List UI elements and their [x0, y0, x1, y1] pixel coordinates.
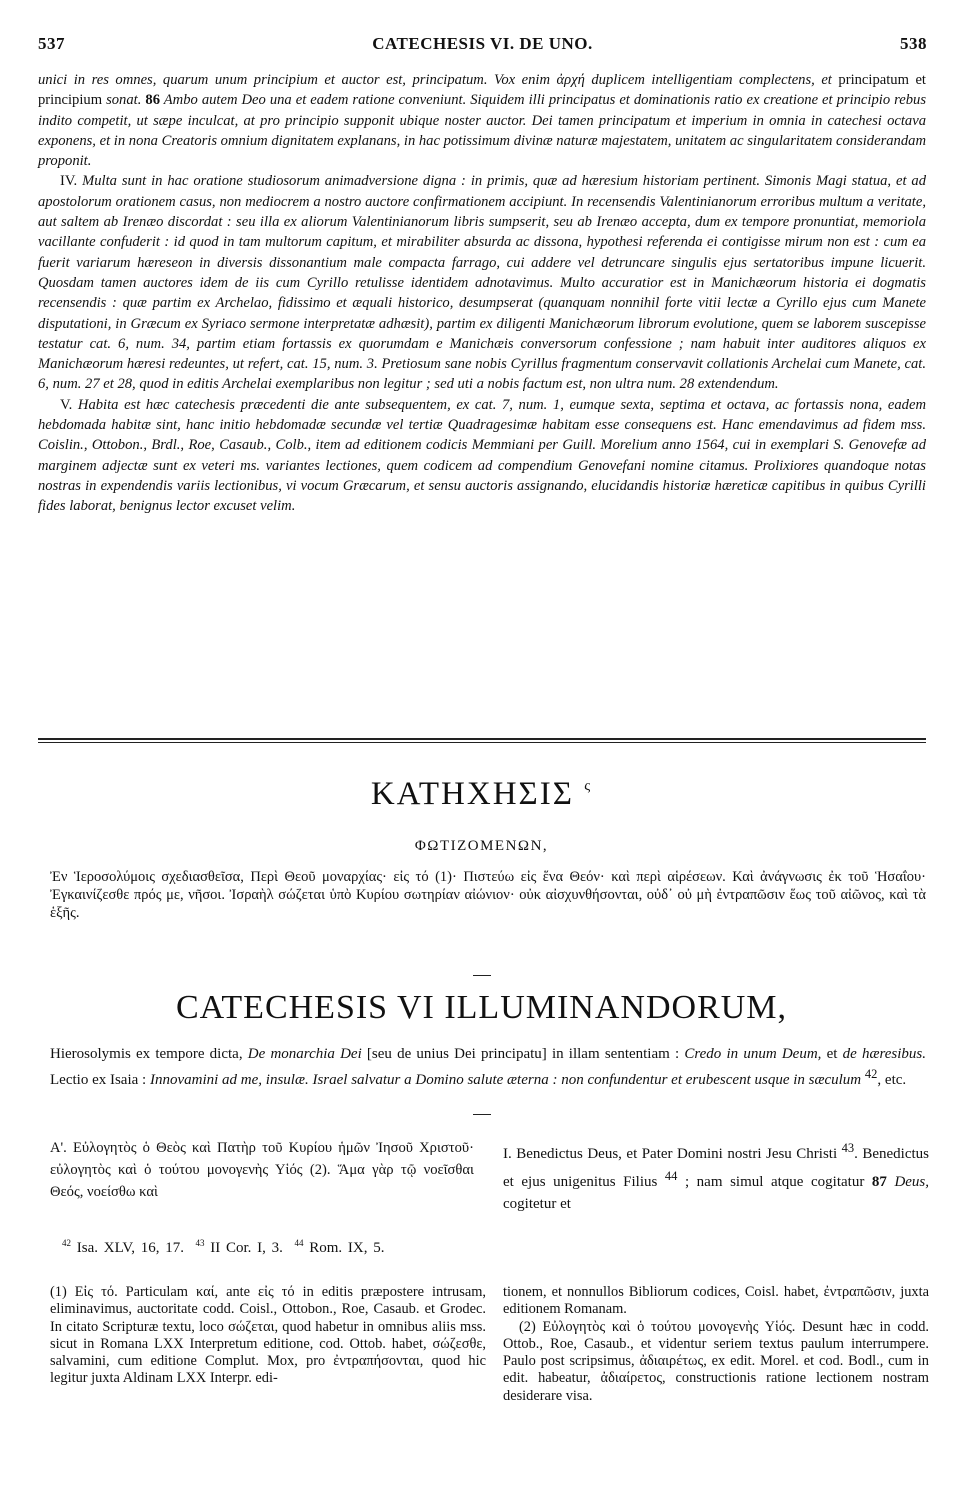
latin-summary: [50, 1044, 926, 1090]
latin-text: cogitetur et: [503, 1196, 571, 1212]
latin-text: I. Benedictus Deus, et Pater Domini nostri Jesu Christi: [503, 1146, 838, 1162]
latin-text: . Benedictus et ejus unigenitus Filius: [503, 1146, 930, 1190]
reference-marker: 44: [664, 1169, 678, 1183]
reference-marker: 43: [841, 1141, 855, 1155]
summary-text: , etc.: [877, 1072, 907, 1088]
page-number-right: 538: [900, 34, 927, 53]
latin-text-italic: Deus,: [894, 1174, 930, 1190]
short-divider: [473, 1114, 491, 1115]
greek-column-text: Α'. Εὐλογητὸς ὁ Θεὸς καὶ Πατὴρ τοῦ Κυρίου ἡμῶν Ἰησοῦ Χριστοῦ· εὐλογητὸς καὶ ὁ τούτου μονογενὴς Υἱός (2). Ἅμα γὰρ τῷ νοεῖσθαι Θεός, νοείσθω καὶ: [50, 1140, 474, 1200]
reference-text: Rom. IX, 5.: [309, 1240, 385, 1256]
running-title: CATECHESIS VI. DE UNO.: [372, 34, 593, 53]
section-divider: [38, 738, 926, 740]
introduction-text: [38, 70, 926, 517]
scripture-references: [62, 1238, 384, 1257]
paragraph-number: V.: [60, 396, 73, 413]
paragraph-number: IV.: [60, 173, 78, 190]
intro-text: sonat.: [106, 92, 142, 109]
intro-text: Ambo autem Deo una et eadem ratione conveniunt. Siquidem illi principatus et dominationis ratio ex creatione et principio rebus indito competit, ut sæpe inculcat, at pro principio supponit ubique noster auctor. Dei tamen principatum et imperium in omnia in catechesi octava exponens, et in nona Creatoris omnium dignitatem explanans, in hac potissimum divinæ naturæ majestatem, unitatem ac singularitatem considerandam proponit.: [38, 92, 927, 170]
intro-paragraph-2: [38, 171, 926, 394]
intro-paragraph-3: [38, 395, 926, 517]
latin-title: CATECHESIS VI ILLUMINANDORUM,: [175, 989, 788, 1026]
summary-text-italic: De monarchia Dei: [247, 1046, 362, 1062]
greek-subtitle: ΦΩΤΙΖΟΜΕΝΩΝ,: [414, 838, 549, 854]
footnote-1-continued: tionem, et nonnullos Bibliorum codices, Coisl. habet, ἐντραπῶσιν, juxta editionem Romanam.: [503, 1284, 929, 1318]
short-divider: [473, 975, 491, 976]
reference-text: II Cor. I, 3.: [210, 1240, 283, 1256]
summary-text: et: [826, 1046, 838, 1062]
column-number: 87: [871, 1174, 887, 1190]
summary-text-italic: Credo in unum Deum,: [684, 1046, 822, 1062]
column-number: 86: [145, 92, 160, 109]
summary-text: Lectio ex Isaia :: [50, 1072, 147, 1088]
reference-marker: 43: [195, 1238, 205, 1248]
reference-marker: 44: [294, 1238, 304, 1248]
greek-title-text: ΚΑΤΗΧΗΣΙΣ: [370, 776, 574, 812]
greek-summary: Ἐν Ἱεροσολύμοις σχεδιασθεῖσα, Περὶ Θεοῦ μοναρχίας· εἰς τό (1)· Πιστεύω εἰς ἕνα Θεόν· καὶ περὶ αἱρέσεων. Καὶ ἀνάγνωσις ἐκ τοῦ Ἡσαΐου· Ἐγκαινίζεσθε πρός με, νῆσοι. Ἰσραὴλ σώζεται ὑπὸ Κυρίου σωτηρίαν αἰώνιον· οὐκ αἰσχυνθήσονται, οὐδ᾽ οὐ μὴ ἐντραπῶσιν ἕως τοῦ αἰῶνος, καὶ τὰ ἑξῆς.: [50, 869, 926, 921]
summary-text: [seu de unius Dei principatu] in illam sententiam :: [366, 1046, 680, 1062]
intro-text: unici in res omnes, quarum unum principium et auctor est, principatum. Vox enim ἀρχή duplicem intelligentiam complectens, et: [38, 72, 832, 88]
reference-text: Isa. XLV, 16, 17.: [76, 1240, 185, 1256]
intro-paragraph-1: [38, 70, 926, 171]
latin-column-text: [503, 1137, 929, 1215]
footnote-2: (2) Εὐλογητὸς καὶ ὁ τούτου μονογενὴς Υἱός. Desunt hæc in codd. Ottob., Roe, Casaub., et videntur seriem textus paulum interrumpere. Paulo post scripsimus, ἀδιαιρέτως, ex edit. Morel. et cod. Bodl., cum in edit. habeatur, ἀδιαίρετος, constructionis ratione lectionem nostram desiderare visa.: [503, 1318, 929, 1404]
intro-text: Habita est hæc catechesis præcedenti die ante subsequentem, ex cat. 7, num. 1, eumque sexta, septima et octava, ac fortassis nona, eadem hebdomada habitæ sint, hanc initio hebdomadæ secundæ vel tertiæ Quadragesimæ habitam esse consequens est. Hanc emendavimus ad fidem mss. Coislin., Ottobon., Brdl., Roe, Casaub., Colb., item ad editionem codicis Memmiani per Guill. Morelium anno 1564, cui in exemplari S. Genovefæ ad marginem adjectæ sunt ex veteri ms. variantes lectiones, quem codicem ad compendium Genovefani nomine citamus. Prolixiores quandoque notas nostras in expendendis variis lectionibus, vi vocum Græcarum, et sensu auctoris assignando, elucidandis historiæ hæreticæ capitibus in quibus Cyrilli fides laborat, benignus lector excuset velim.: [38, 396, 926, 515]
footnote-1: (1) Εἰς τό. Particulam καί, ante εἰς τό in editis præpostere intrusam, eliminavimus, auctoritate codd. Coisl., Ottobon., Roe, Casaub. et Grodec. In citato Scripturæ textu, loco σώζεται, quod habetur in omnibus aliis mss. sicut in Romana LXX Interpretum editione, cod. Ottob. habet, σώζεσθε, salvamini, cum editione Complut. Mox, pro ἐντραπήσονται, quod hic legitur juxta Aldinam LXX Interpr. edi-: [50, 1284, 486, 1387]
reference-marker: 42: [864, 1067, 878, 1081]
running-head: [38, 34, 927, 58]
greek-title-number: ς: [584, 778, 593, 794]
footnote-right-column: [503, 1284, 929, 1405]
summary-text-italic: de hæresibus.: [842, 1046, 927, 1062]
summary-text-italic: Innovamini ad me, insulæ. Israel salvatur a Domino salute æterna : non confundentur et erubescent usque in sæculum: [149, 1072, 862, 1088]
footnote-left-column: [50, 1284, 486, 1388]
greek-title: [0, 776, 963, 813]
summary-text: Hierosolymis ex tempore dicta,: [50, 1046, 243, 1062]
reference-marker: 42: [62, 1238, 71, 1248]
latin-text: ; nam simul atque cogitatur: [677, 1174, 865, 1190]
page-number-left: 537: [38, 34, 65, 53]
intro-text-roman: principatum et principium: [38, 72, 926, 109]
intro-text: Multa sunt in hac oratione studiosorum animadversione digna : in primis, quæ ad hæresium historiam pertinent. Simonis Magi statua, et ad apostolorum orationem casus, non mediocrem a nostro auctore confirmationem accipiunt. In recensendis Valentinianorum erroribus multum a veritate, aut saltem ab Irenæo discordat : seu illa ex aliorum Valentinianorum libris sumpserit, seu ab Irenæo accepta, dum ex tempore pronuntiat, memoriola vacillante confuderit : id quod in tam multorum capitum, et mirabiliter absurda ac dissona, hypothesi referenda ei contigisse mirum non est : cum ea fuerit variarum hæreseon in diversis dissonantium male compacta farrago, cui addere vel detruncare singulis ejus sertatoribus impune licuerit. Quosdam tamen auctores idem de iis cum Cyrillo retulisse identidem adnotavimus. Multo accuratior est in Manichæorum historia ei dogmatis recensendis : quæ partim ex Archelao, fidissimo et æquali historico, desumpserat (quanquam nonnihil forte vitii lectæ a Cyrillo ejus cum Manete disputationi, in Græcum ex Syriaco sermone interpretatæ adhæsit), partim ex diligenti Manichæorum librorum evolutione, quem se laborem suscepisse testatur cat. 6, num. 34, partim etiam fortassis ex quorumdam e Manichæis conversorum confessione ; nam habuit inter auditores aliquos ex Manichæorum hæresi redeuntes, ut refert, cat. 15, num. 3. Pretiosum sane nobis Cyrillus fragmentum conservavit collationis Archelai cum Manete, cat. 6, num. 27 et 28, quod in editis Archelai exemplaribus non legitur ; sed uti a nobis factum est, non ultra num. 28 extendendum.: [38, 173, 927, 393]
